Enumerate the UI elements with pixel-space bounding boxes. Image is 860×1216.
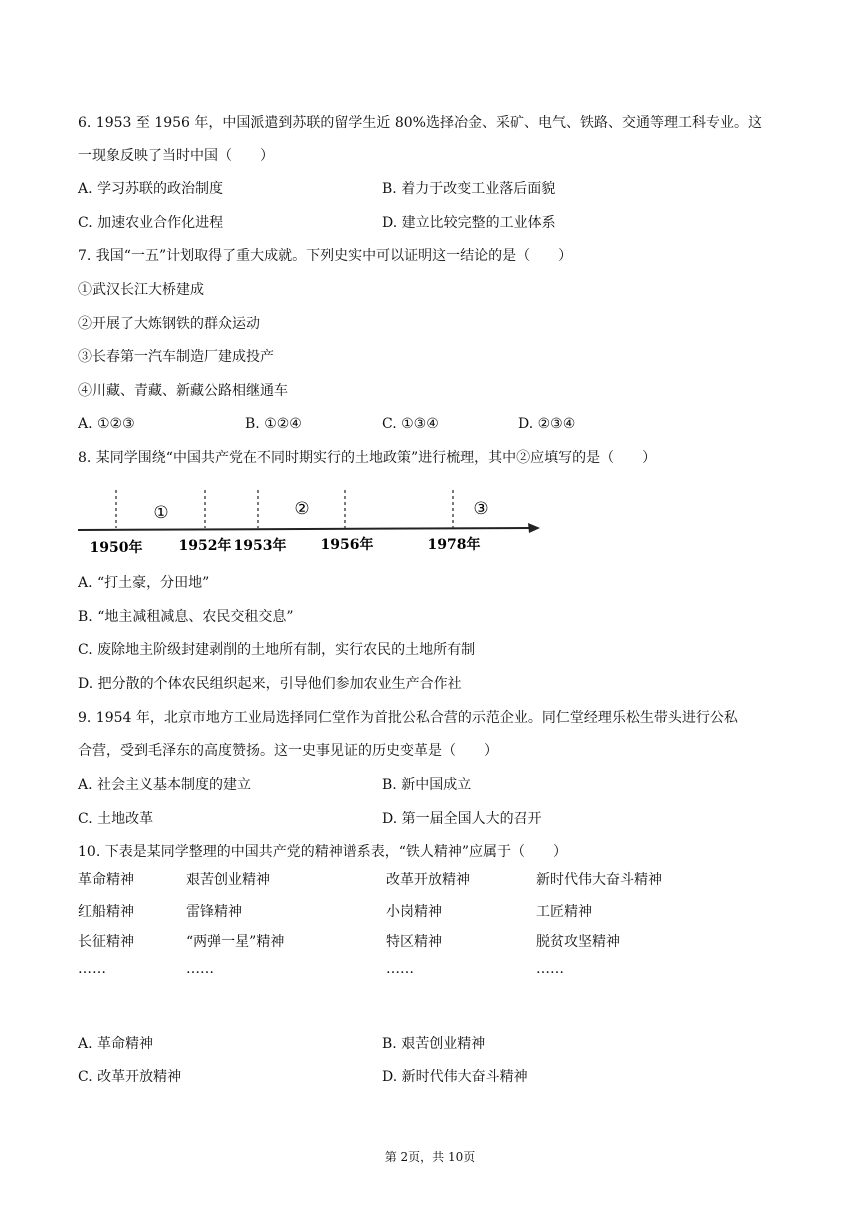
q8-option-c: C. 废除地主阶级封建剥削的土地所有制，实行农民的土地所有制 [78, 642, 476, 658]
q6-stem-line2: 一现象反映了当时中国（ ） [78, 148, 274, 164]
land-policy-timeline [78, 486, 548, 558]
q7-option-d: D. ②③④ [518, 416, 576, 432]
q9-option-b: B. 新中国成立 [382, 777, 472, 793]
table-cell-ellipsis: …… [186, 961, 214, 977]
table-cell-ellipsis: …… [78, 961, 106, 977]
table-cell: 雷锋精神 [186, 904, 242, 920]
year-label-1950: 1950年 [89, 540, 143, 556]
q9-stem-line2: 合营，受到毛泽东的高度赞扬。这一史事见证的历史变革是（ ） [78, 743, 498, 759]
q7-option-b: B. ①②④ [245, 416, 302, 432]
table-cell: 脱贫攻坚精神 [536, 934, 620, 950]
q10-option-d: D. 新时代伟大奋斗精神 [382, 1069, 528, 1085]
q10-stem: 10. 下表是某同学整理的中国共产党的精神谱系表，“铁人精神”应属于（ ） [78, 844, 568, 860]
q6-option-b: B. 着力于改变工业落后面貌 [382, 181, 556, 197]
q7-stem: 7. 我国“一五”计划取得了重大成就。下列史实中可以证明这一结论的是（ ） [78, 248, 573, 264]
table-header-cell: 艰苦创业精神 [186, 872, 270, 888]
table-header-cell: 革命精神 [78, 872, 134, 888]
q9-option-a: A. 社会主义基本制度的建立 [78, 777, 252, 793]
year-label-1978: 1978年 [427, 537, 481, 553]
q6-option-c: C. 加速农业合作化进程 [78, 215, 224, 231]
q9-option-c: C. 土地改革 [78, 811, 154, 827]
q6-option-d: D. 建立比较完整的工业体系 [382, 215, 556, 231]
table-cell: 红船精神 [78, 904, 134, 920]
q8-option-b: B. “地主减租减息、农民交租交息” [78, 609, 294, 625]
year-label-1952: 1952年 [178, 538, 232, 554]
table-cell: 工匠精神 [536, 904, 592, 920]
q6-stem-line1: 6. 1953 至 1956 年，中国派遣到苏联的留学生近 80%选择冶金、采矿、电气、铁路、交通等理工科专业。这 [78, 115, 762, 131]
q10-option-a: A. 革命精神 [78, 1036, 154, 1052]
period-mark-1: ① [153, 503, 169, 523]
q8-option-d: D. 把分散的个体农民组织起来，引导他们参加农业生产合作社 [78, 676, 462, 692]
table-cell: “两弹一星”精神 [186, 934, 285, 950]
year-label-1953: 1953年 [233, 538, 287, 554]
table-cell-ellipsis: …… [386, 961, 414, 977]
q10-option-b: B. 艰苦创业精神 [382, 1036, 486, 1052]
timeline-axis [78, 528, 530, 530]
q8-option-a: A. “打土豪，分田地” [78, 575, 210, 591]
q7-item-2: ②开展了大炼钢铁的群众运动 [78, 316, 260, 332]
year-label-1956: 1956年 [320, 537, 374, 553]
q7-item-4: ④川藏、青藏、新藏公路相继通车 [78, 383, 288, 399]
table-header-cell: 改革开放精神 [386, 872, 470, 888]
q6-option-a: A. 学习苏联的政治制度 [78, 181, 224, 197]
q9-option-d: D. 第一届全国人大的召开 [382, 811, 542, 827]
q9-stem-line1: 9. 1954 年，北京市地方工业局选择同仁堂作为首批公私合营的示范企业。同仁堂经理乐松生带头进行公私 [78, 710, 738, 726]
period-mark-2: ② [294, 499, 310, 519]
page-number: 第 2页，共 10页 [384, 1150, 476, 1164]
q8-stem: 8. 某同学围绕“中国共产党在不同时期实行的土地政策”进行梳理，其中②应填写的是（ ） [78, 450, 657, 466]
period-mark-3: ③ [473, 499, 489, 519]
table-cell: 长征精神 [78, 934, 134, 950]
table-cell-ellipsis: …… [536, 961, 564, 977]
q7-item-3: ③长春第一汽车制造厂建成投产 [78, 349, 274, 365]
q7-option-c: C. ①③④ [382, 416, 439, 432]
q7-option-a: A. ①②③ [78, 416, 135, 432]
table-header-cell: 新时代伟大奋斗精神 [536, 872, 662, 888]
table-cell: 特区精神 [386, 934, 442, 950]
table-cell: 小岗精神 [386, 904, 442, 920]
q10-option-c: C. 改革开放精神 [78, 1069, 182, 1085]
q7-item-1: ①武汉长江大桥建成 [78, 282, 204, 298]
timeline-arrow [528, 523, 540, 533]
